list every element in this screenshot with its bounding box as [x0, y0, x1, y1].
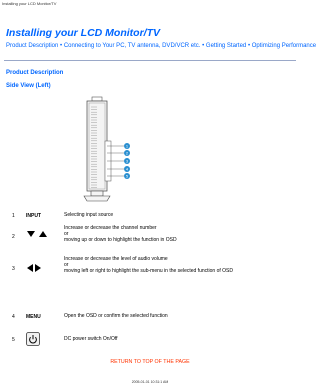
section-heading-product-description: Product Description: [6, 70, 64, 76]
control-number: 2: [12, 234, 15, 240]
control-description: Selecting input source: [64, 212, 114, 218]
callout-label: 1: [125, 143, 129, 149]
divider: [4, 60, 296, 61]
down-up-triangles-icon: [26, 230, 48, 240]
callout-label: 3: [125, 158, 129, 164]
nav-link-connecting[interactable]: Connecting to Your PC, TV antenna, DVD/VCR etc.: [63, 43, 201, 49]
control-description: Open the OSD or confirm the selected function: [64, 313, 168, 319]
control-description: DC power switch On/Off: [64, 336, 118, 342]
section-nav: [6, 43, 317, 49]
callout-label: 4: [125, 166, 129, 172]
control-row-power: [0, 332, 300, 352]
footer-timestamp: 2005-01-01 10:31:1 AM: [131, 380, 169, 384]
nav-link-optimizing[interactable]: Optimizing Performance: [251, 43, 317, 49]
control-number: 4: [12, 314, 15, 320]
nav-link-getting-started[interactable]: Getting Started: [205, 43, 247, 49]
nav-separator: •: [60, 43, 63, 49]
nav-link-product-description[interactable]: Product Description: [6, 43, 59, 49]
control-number: 3: [12, 266, 15, 272]
monitor-side-view-illustration: [80, 93, 220, 203]
nav-separator: •: [247, 43, 251, 49]
control-row-volume: [0, 257, 300, 277]
page-title: Installing your LCD Monitor/TV: [6, 27, 160, 39]
nav-separator: •: [202, 43, 205, 49]
power-button-icon: [26, 332, 40, 348]
input-key-label: INPUT: [26, 213, 41, 219]
browser-tab-title: Installing your LCD Monitor/TV: [2, 1, 57, 6]
control-description: Increase or decrease the channel number or moving up or down to highlight the function in OSD: [64, 225, 177, 243]
menu-key-label: MENU: [26, 314, 41, 320]
return-to-top-link[interactable]: RETURN TO TOP OF THE PAGE: [110, 359, 190, 365]
control-number: 5: [12, 337, 15, 343]
callout-label: 5: [125, 173, 129, 179]
control-number: 1: [12, 213, 15, 219]
control-description: Increase or decrease the level of audio volume or moving left or right to highlight the sub-menu in the selected function of OSD: [64, 256, 233, 274]
section-heading-side-view: Side View (Left): [6, 83, 51, 89]
control-row-menu: [0, 314, 300, 334]
control-row-channel: [0, 226, 300, 246]
callout-label: 2: [125, 150, 129, 156]
left-right-triangles-icon: [26, 263, 42, 275]
